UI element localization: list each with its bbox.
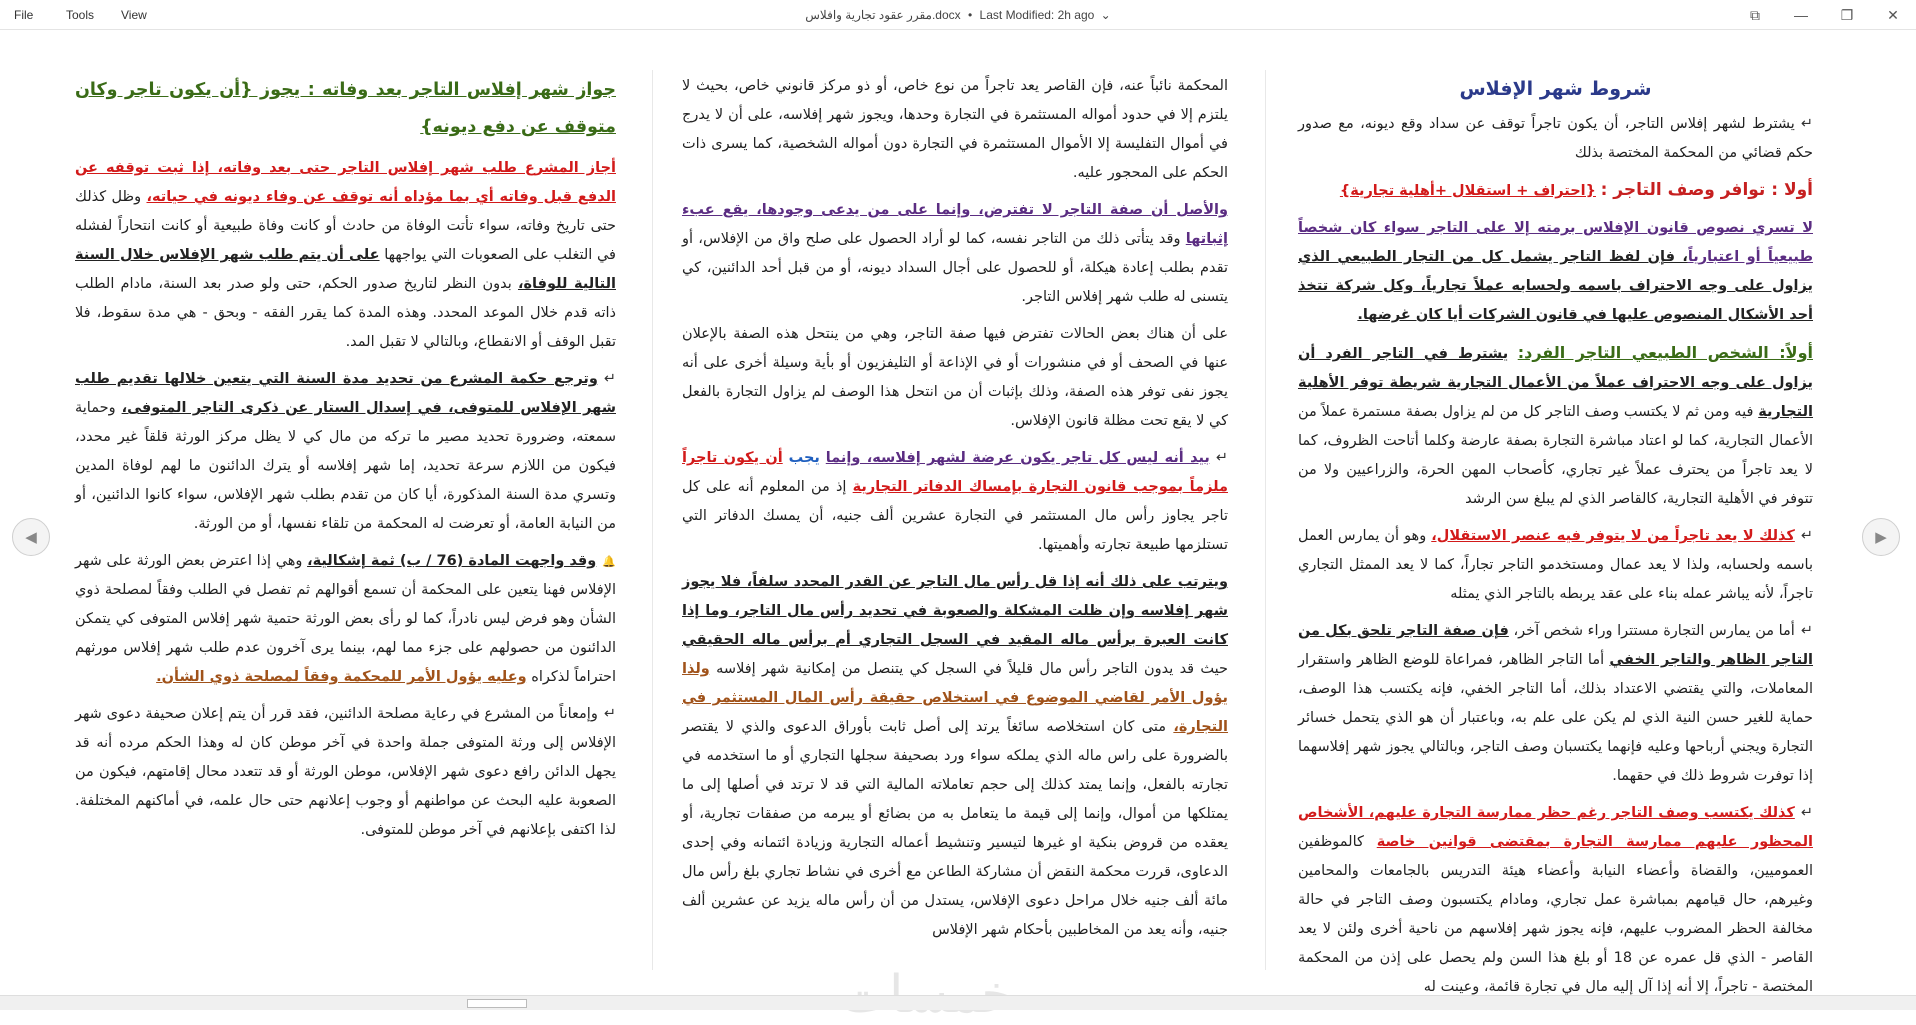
chevron-down-icon[interactable]: ⌄ xyxy=(1100,8,1111,22)
highlight-text: بيد أنه ليس كل تاجر يكون عرضة لشهر إفلاسه، وإنما xyxy=(825,450,1210,466)
highlight-text: فإن صفة التاجر تلحق بكل من التاجر الظاهر والتاجر الخفي xyxy=(1298,623,1814,668)
paragraph xyxy=(1298,110,1813,168)
highlight-text: يشترط في التاجر الفرد أن يزاول على وجه الاحتراف عملاً من الأعمال التجارية شريطة توفر الأهلية التجارية xyxy=(1298,346,1814,420)
next-page-button[interactable] xyxy=(1862,518,1900,556)
bullet-icon: ↵ xyxy=(1800,528,1814,544)
heading-note: {احتراف + استقلال +أهلية تجارية} xyxy=(1339,183,1596,199)
paragraph-text: متى كان استخلاصه سائغاً يرتد إلى أصل ثابت بأوراق الدعوى والذي لا يقتصر بالضرورة على راس ماله الذي يملكه سواء ورد بصحيفة سجلها التجاري أو ما استخدمه في تجارته بالفعل، وإنما يمتد كذلك إلى حجم تعاملاته المالية التي قد لا ترتد في أصلها إلى ما يمتلكها من أموال، وإنما إلى قيمة ما يتعامل به من بضائع أو يبرمه من صفقات تجارية، أو يعقده من قروض بنكية او غيرها لتيسير وتنشيط أعماله التجارية وزيادة ائتمانه وفي إحدى الدعاوى، قررت محكمة النقض أن مشاركة الطاعن مع أخرى في نشاط تجاري بلغ رأس مال مائة ألف جنيه خلال مراحل دعوى الإفلاس، يستدل من أن رأس ماله يزيد عن عشرين ألف جنيه، وأنه يعد من المخاطبين بأحكام شهر الإفلاس xyxy=(682,719,1228,938)
highlight-text: يجب xyxy=(788,450,820,466)
title-separator: • xyxy=(968,8,973,22)
paragraph-text: وإمعاناً من المشرع في رعاية مصلحة الدائنين، فقد قرر أن يتم إعلان صحيفة دعوى شهر الإفلاس إلى ورثة المتوفى جملة واحدة في آخر موطن كان له وهذا الحكم مرده أنه قد يجهل الدائن رافع دعوى شهر الإفلاس، موطن الورثة أو قد تتعدد محال إقامتهم، فيكون من الصعوبة عليه البحث عن مواطنهم أو وجوب إعلانهم حتى حال علمه، في أماكنهم المختلفة. لذا اكتفى بإعلانهم في آخر موطن للمتوفى. xyxy=(75,706,616,838)
paragraph-text: إذ من المعلوم أنه على كل تاجر يجاوز رأس مال المستثمر في التجارة عشرين ألف جنيه، أن يمسك الدفاتر التي تستلزمها طبيعة تجارته وأهميتها. xyxy=(682,479,1228,553)
highlight-text: ويترتب على ذلك أنه إذا قل رأس مال التاجر عن القدر المحدد سلفاً، فلا يجوز شهر إفلاسه وإن ظلت المشكلة والصعوبة في تحديد رأس مال التاجر، وما إذا كانت العبرة برأس ماله المقيد في السجل التجاري أم برأس ماله الحقيقي xyxy=(682,574,1228,648)
column-right xyxy=(1298,72,1813,1010)
highlight-text: كذلك يكتسب وصف التاجر رغم حظر ممارسة التجارة عليهم، الأشخاص المحظور عليهم ممارسة التجارة بمقتضى قوانين خاصة xyxy=(1298,805,1813,850)
paragraph xyxy=(75,700,616,845)
highlight-text: لا تسري نصوص قانون الإفلاس برمته إلا على التاجر سواء كان شخصاً طبيعياً أو اعتبارياً xyxy=(1298,220,1813,265)
scrollbar-thumb[interactable] xyxy=(467,999,527,1008)
section-title: شروط شهر الإفلاس xyxy=(1459,78,1652,100)
horizontal-scrollbar[interactable] xyxy=(0,995,1916,1010)
highlight-text: ولذا يؤول الأمر لقاضي الموضوع في استخلاص حقيقة رأس المال المستثمر في التجارة، xyxy=(682,661,1229,735)
paragraph-text: ، فإن لفظ التاجر يشمل كل من التجار الطبيعي الذي يزاول على وجه الاحتراف باسمه ولحسابه عملاً تجارياً، وكل شركة تتخذ أحد الأشكال المنصوص عليها في قانون الشركات أيا كان غرضها. xyxy=(1298,249,1813,323)
highlight-text: وقد واجهت المادة (76 / ب) ثمة إشكالية، xyxy=(307,553,597,569)
paragraph-text: فيه ومن ثم لا يكتسب وصف التاجر كل من لم يزاول بصفة مستمرة عملاً من الأعمال التجارية، كما لو اعتاد مباشرة التجارة بصفة عارضة وكلما أتاحت الظروف، كما لا يعد تاجراً من يحترف عملاً غير تجاري، كأصحاب المهن الحرة، والزراعيين ولا من تتوفر في الأهلية التجارية، كالقاصر الذي لم يبلغ سن الرشد xyxy=(1298,404,1813,507)
paragraph-text: وحماية سمعته، وضرورة تحديد مصير ما تركه من مال كي لا يظل مركز الورثة قلقاً غير محدد، فيكون من اللازم سرعة تحديد، إما شهر إفلاسه أو يترك الدائنون ما لهم لوفاة المدين وتسري مدة السنة المذكورة، أيا كان من تقدم بطلب شهر الإفلاس، سواء كانوا الدائنين، أو من النيابة العامة، أو تعرضت له المحكمة من تلقاء نفسها، أو من الورثة. xyxy=(75,400,616,532)
bullet-icon: ↵ xyxy=(603,706,616,722)
paragraph: على أن هناك بعض الحالات تفترض فيها صفة التاجر، وهي من ينتحل هذه الصفة بالإعلان عنها في الصحف أو في منشورات أو في الإذاعة أو التليفزيون أو بأية وسيلة أخرى على أنه يجوز نفى توفر هذه الصفة، وذلك بإثبات أن من انتحل هذا الوصف لم يزاول التجارة بالفعل كي لا يقع تحت مظلة قانون الإفلاس. xyxy=(682,326,1228,429)
heading-text: أولا : توافر وصف التاجر : xyxy=(1600,180,1813,200)
bell-icon: 🔔 xyxy=(602,555,617,568)
last-modified[interactable]: Last Modified: 2h ago xyxy=(979,8,1095,22)
heading-first xyxy=(1298,176,1813,206)
highlight-text: وترجع حكمة المشرع من تحديد مدة السنة التي يتعين خلالها تقديم طلب شهر الإفلاس للمتوفى، في إسدال الستار عن ذكرى التاجر المتوفى، xyxy=(75,371,616,416)
paragraph-text: أما التاجر الظاهر، فمراعاة للوضع الظاهر واستقرار المعاملات، والتي يقتضي الاعتداد بذلك، أما التاجر الخفي، فإنه يكتسب هذا الوصف، حماية للغير حسن النية الذي لم يكن على علم به، وباعتبار أن هو الذي يتحمل خسائر التجارة ويجني أرباحها وعليه فإنهما يكتسبان وصف التاجر، وبالتالي يجوز شهر إفلاسهما إذا توفرت شروط ذلك في حقهما. xyxy=(1298,652,1813,784)
bullet-icon: ↵ xyxy=(1215,450,1229,466)
close-button[interactable]: ✕ xyxy=(1887,7,1899,23)
paragraph-text: وقد يتأتى ذلك من التاجر نفسه، كما لو أراد الحصول على صلح واق من الإفلاس، أو تقدم بطلب إعادة هيكلة، أو للحصول على أجال السداد ديونه، أو من قبل أحد الدائنين، كي يتسنى له طلب شهر إفلاس التاجر. xyxy=(682,231,1228,305)
paragraph-text: وهي إذا اعترض بعض الورثة على شهر الإفلاس فهنا يتعين على المحكمة أن تسمع أقوالهم ثم تفصل في الطلب وفقاً لمصلحة ذوي الشأن وهو فرض ليس نادراً، كما لو رأى بعض الورثة حتمية شهر إفلاس المتوفى كي يتمكن الدائنون من حصولهم على جزء مما لهم، بينما يرى آخرون عدم طلب شهر إفلاس مورثهم احتراماً لذكراه xyxy=(75,553,616,685)
column-middle xyxy=(682,72,1228,953)
paragraph-text: أما من يمارس التجارة مستترا وراء شخص آخر، xyxy=(1513,623,1795,639)
paragraph-text: حيث قد يدون التاجر رأس مال قليلاً في السجل كي يتنصل من إمكانية شهر إفلاسه xyxy=(716,661,1229,677)
highlight-text: على أن يتم طلب شهر الإفلاس خلال السنة التالية للوفاة، xyxy=(75,247,616,292)
paragraph xyxy=(682,444,1228,560)
paragraph-text: وهو أن يمارس العمل باسمه ولحسابه، ولذا لا يعد عمال ومستخدمو التاجر تجاراً، كما لا يعد الممثل التجاري تاجراً، لأنه يباشر عمله بناء على عقد يربطه بالتاجر الذي يمثله xyxy=(1298,528,1813,602)
screen-icon[interactable]: ⧉ xyxy=(1750,7,1760,23)
bullet-icon: ↵ xyxy=(1800,116,1813,132)
highlight-text: والأصل أن صفة التاجر لا تفترض، وإنما على من يدعى وجودها، يقع عبء إثباتها xyxy=(682,202,1228,247)
paragraph xyxy=(1298,617,1813,791)
highlight-text: أن يكون تاجراً ملزماً بموجب قانون التجارة بإمساك الدفاتر التجارية xyxy=(682,450,1228,495)
menu-file[interactable]: File xyxy=(14,8,34,22)
paragraph: المحكمة نائباً عنه، فإن القاصر يعد تاجراً من نوع خاص، أو ذو مركز قانوني خاص، بحيث لا يلتزم إلا في حدود أمواله المستثمرة في التجارة وحدها، ويجوز شهر إفلاسه، على أن لا يدرج في أموال التفليسة إلا الأموال المستثمرة في التجارة دون أمواله الشخصية، كما يسرى ذات الحكم على المحجور عليه. xyxy=(682,78,1228,181)
minimize-button[interactable]: — xyxy=(1794,7,1808,23)
paragraph xyxy=(682,196,1228,312)
column-divider xyxy=(652,70,653,970)
bullet-icon: ↵ xyxy=(1800,805,1813,821)
menu-tools[interactable]: Tools xyxy=(66,8,95,22)
paragraph xyxy=(75,154,616,357)
paragraph-text: وظل كذلك حتى تاريخ وفاته، سواء تأتت الوفاة من حادث أو كانت وفاة طبيعية أو كانت انتحاراً لفشله في التغلب على الصعوبات التي يواجهها xyxy=(75,189,616,263)
title-bar xyxy=(0,0,1916,30)
document-filename[interactable]: مقرر عقود تجارية وافلاس.docx xyxy=(805,8,961,22)
highlight-text: أجاز المشرع طلب شهر إفلاس التاجر حتى بعد وفاته، إذا ثبت توقفه عن الدفع قبل وفاته أي بما مؤداه أنه توقف عن وفاء ديونه في حياته، xyxy=(75,160,616,205)
paragraph-text: بدون النظر لتاريخ صدور الحكم، حتى ولو صدر بعد السنة، مادام الطلب ذاته قدم خلال الموعد المحدد. وهذه المدة كما يقرر الفقه - وبحق - هي مدة سقوط، فلا تقبل الوقف أو الانقطاع، وبالتالي لا تقبل المد. xyxy=(75,276,616,350)
previous-page-button[interactable] xyxy=(12,518,50,556)
paragraph xyxy=(682,568,1228,945)
paragraph xyxy=(75,365,616,539)
restore-button[interactable]: ❐ xyxy=(1840,7,1854,23)
paragraph-text: يشترط لشهر إفلاس التاجر، أن يكون تاجراً توقف عن سداد وقع ديونه، مع صدور حكم قضائي من المحكمة المختصة بذلك xyxy=(1298,116,1813,161)
column-divider xyxy=(1265,70,1266,970)
paragraph xyxy=(1298,214,1813,330)
paragraph-text: كالموظفين العموميين، والقضاة وأعضاء النيابة وأعضاء هيئة التدريس بالجامعات والمحامين وغيرهم، حال قيامهم بمباشرة عمل تجاري، ومادام يكتسبون وصف التاجر في حالة مخالفة الحظر المضروب عليهم، فإنه يجوز شهر إفلاسهم من ناحية أخرى ولئن لا يعد القاصر - الذي قل عمره عن 18 أو بلغ هذا السن ولم يحصل على إذن من المحكمة المختصة - تاجراً، إلا أنه إذا آل إليه مال في تجارة قائمة، وعينت له xyxy=(1298,834,1813,995)
column-left xyxy=(75,72,616,853)
paragraph xyxy=(1298,338,1813,514)
chevron-right-icon: ▶ xyxy=(1875,528,1887,546)
document-title xyxy=(0,0,1916,30)
heading-text: أولاً: الشخص الطبيعي التاجر الفرد: xyxy=(1517,343,1813,362)
highlight-text: كذلك لا يعد تاجراً من لا يتوفر فيه عنصر الاستقلال، xyxy=(1431,528,1795,544)
paragraph xyxy=(75,547,616,692)
section-heading: جواز شهر إفلاس التاجر بعد وفاته : يجوز {أن يكون تاجر وكان متوقف عن دفع ديونه} xyxy=(75,80,616,137)
paragraph xyxy=(1298,799,1813,1002)
document-page xyxy=(0,30,1916,995)
paragraph xyxy=(1298,522,1813,609)
menu-view[interactable]: View xyxy=(121,8,147,22)
highlight-text: وعليه يؤول الأمر للمحكمة وفقاً لمصلحة ذوي الشأن. xyxy=(156,669,527,685)
bullet-icon: ↵ xyxy=(1800,623,1813,639)
bullet-icon: ↵ xyxy=(603,371,616,387)
chevron-left-icon: ◀ xyxy=(25,528,37,546)
